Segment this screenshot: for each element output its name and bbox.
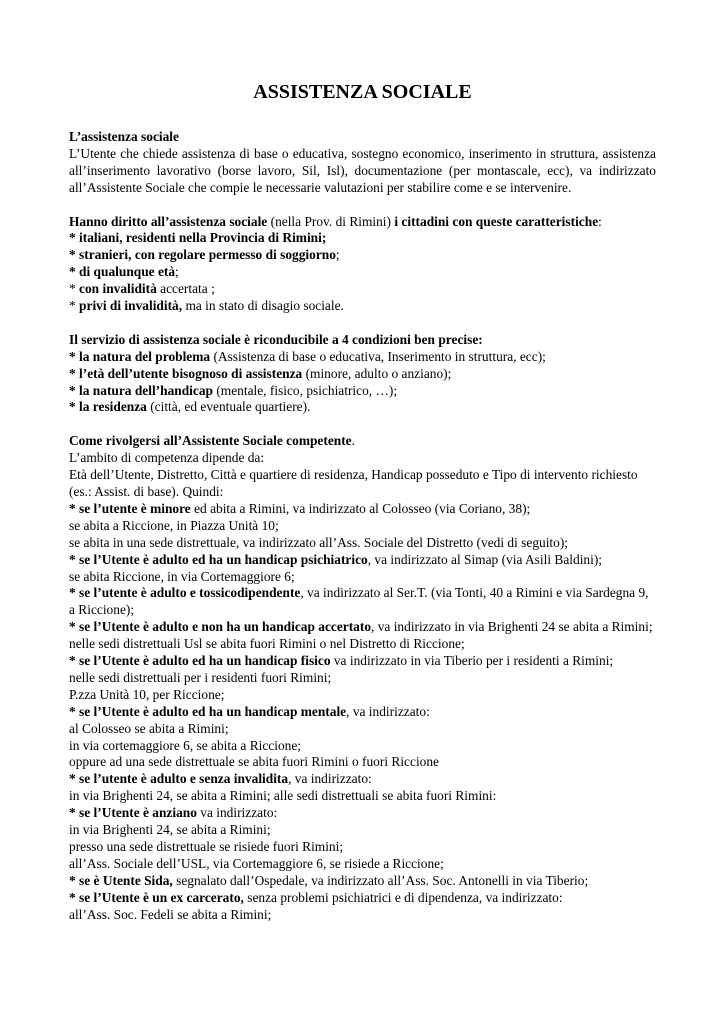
case-item: * se l’Utente è adulto ed ha un handicap fisico va indirizzato in via Tiberio per i residenti a Rimini; (69, 653, 614, 669)
case-item: * se l’Utente è un ex carcerato, senza problemi psichiatrici e di dipendenza, va indirizzato: (69, 889, 563, 905)
text-line: al Colosseo se abita a Rimini; (69, 720, 229, 736)
text-line: all’Ass. Sociale dell’USL, via Cortemaggiore 6, se risiede a Riccione; (69, 855, 444, 871)
text-line: nelle sedi distrettuali per i residenti fuori Rimini; (69, 669, 332, 685)
case-item: * se l’utente è adulto e tossicodipendente, va indirizzato al Ser.T. (via Tonti, 40 a Rimini e via Sardegna 9, a Riccione); (69, 585, 649, 618)
case-item: * se l’Utente è anziano va indirizzato: (69, 805, 278, 821)
condition-item: * la natura del problema (Assistenza di base o educativa, Inserimento in struttura, ecc); (69, 348, 546, 364)
text-line: in via cortemaggiore 6, se abita a Riccione; (69, 737, 302, 753)
section-heading-assistenza: L’assistenza sociale (69, 129, 179, 144)
page-title: ASSISTENZA SOCIALE (253, 81, 472, 103)
section-heading-rivolgersi: Come rivolgersi all’Assistente Sociale competente. (69, 433, 355, 449)
case-item: * se l’Utente è adulto e non ha un handicap accertato, va indirizzato in via Brighenti 24 se abita a Rimini; nelle sedi distrettuali Usl se abita fuori Rimini o nel Distretto di Riccione; (69, 619, 653, 652)
rights-item: * privi di invalidità, ma in stato di disagio sociale. (69, 298, 344, 314)
text-line: in via Brighenti 24, se abita a Rimini; (69, 822, 271, 838)
text-line: in via Brighenti 24, se abita a Rimini; alle sedi distrettuali se abita fuori Rimini: (69, 788, 497, 804)
rights-item: * con invalidità accertata ; (69, 281, 215, 297)
text-line: oppure ad una sede distrettuale se abita fuori Rimini o fuori Riccione (69, 754, 439, 770)
case-item: * se l’Utente è adulto ed ha un handicap mentale, va indirizzato: (69, 703, 430, 719)
case-item: * se l’utente è adulto e senza invalidita, va indirizzato: (69, 771, 372, 787)
rights-item: * italiani, residenti nella Provincia di Rimini; (69, 230, 327, 246)
text-line: se abita Riccione, in via Cortemaggiore 6; (69, 568, 295, 584)
section-heading-condizioni: Il servizio di assistenza sociale è riconducibile a 4 condizioni ben precise: (69, 331, 483, 347)
case-item: * se è Utente Sida, segnalato dall’Ospedale, va indirizzato all’Ass. Soc. Antonelli in via Tiberio; (69, 872, 589, 888)
case-item: * se l’Utente è adulto ed ha un handicap psichiatrico, va indirizzato al Simap (via Asili Baldini); (69, 551, 603, 567)
text-line: all’Ass. Soc. Fedeli se abita a Rimini; (69, 906, 272, 922)
condition-item: * la natura dell’handicap (mentale, fisico, psichiatrico, …); (69, 382, 398, 398)
text-line: P.zza Unità 10, per Riccione; (69, 686, 225, 702)
text-line: se abita in una sede distrettuale, va indirizzato all’Ass. Sociale del Distretto (vedi di seguito); (69, 534, 569, 550)
text-line: se abita a Riccione, in Piazza Unità 10; (69, 517, 279, 533)
condition-item: * la residenza (città, ed eventuale quartiere). (69, 399, 311, 415)
text-line: presso una sede distrettuale se risiede fuori Rimini; (69, 839, 344, 855)
condition-item: * l’età dell’utente bisognoso di assistenza (minore, adulto o anziano); (69, 365, 452, 381)
paragraph-assistenza: L’Utente che chiede assistenza di base o educativa, sostegno economico, inserimento in struttura, assistenza all’inserimento lavorativo (borse lavoro, Sil, Isl), documentazione (per montascale, ecc), va indirizzato all’Assistente Sociale che compie le necessarie valutazioni per stabilire come e se intervenire. (69, 145, 656, 195)
document-page (69, 80, 656, 924)
rights-intro: Hanno diritto all’assistenza sociale (nella Prov. di Rimini) i cittadini con queste caratteristiche: (69, 213, 602, 229)
text-line: Età dell’Utente, Distretto, Città e quartiere di residenza, Handicap posseduto e Tipo di intervento richiesto (es.: Assist. di base). Quindi: (69, 467, 638, 499)
case-item: * se l’utente è minore ed abita a Rimini, va indirizzato al Colosseo (via Coriano, 38); (69, 500, 531, 516)
text-line: L’ambito di competenza dipende da: (69, 450, 265, 466)
rights-item: * di qualunque età; (69, 264, 179, 280)
rights-item: * stranieri, con regolare permesso di soggiorno; (69, 247, 340, 263)
